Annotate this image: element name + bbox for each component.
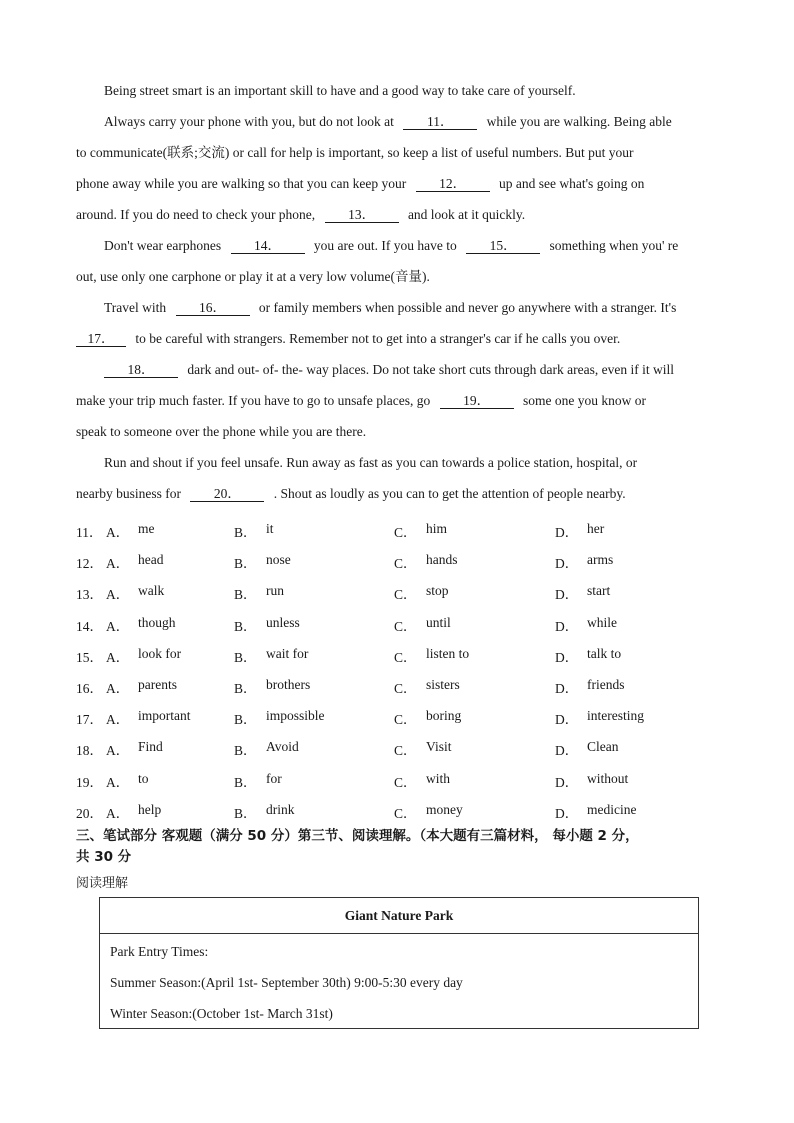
option-c[interactable]: sisters	[426, 676, 460, 692]
option-letter-d: D．	[555, 680, 579, 696]
option-letter-b: B．	[234, 774, 257, 790]
option-letter-d: D．	[555, 556, 579, 572]
option-c[interactable]: stop	[426, 583, 449, 599]
section-heading-line: 共 30 分	[76, 849, 132, 865]
question-number: 17．	[76, 712, 103, 728]
passage-line: phone away while you are walking so that you can keep your 12． up and see what's going on	[76, 176, 645, 191]
option-b[interactable]: it	[266, 521, 274, 536]
option-c[interactable]: listen to	[426, 645, 470, 661]
winter-season: Winter Season:(October 1st- March 31st)	[110, 1006, 333, 1021]
blank-18[interactable]: 18．	[104, 362, 178, 378]
cloze-passage	[76, 75, 716, 509]
option-d[interactable]: her	[587, 521, 605, 536]
question-number: 16．	[76, 680, 103, 696]
option-d[interactable]: medicine	[587, 801, 637, 817]
option-b[interactable]: wait for	[266, 645, 309, 661]
option-d[interactable]: without	[587, 770, 629, 786]
option-a[interactable]: head	[138, 552, 164, 568]
option-d[interactable]: Clean	[587, 739, 619, 755]
option-letter-b: B．	[234, 649, 257, 665]
section-heading	[76, 826, 736, 868]
option-letter-b: B．	[234, 525, 257, 540]
option-row	[76, 609, 736, 640]
question-number: 19．	[76, 774, 103, 790]
option-letter-c: C．	[394, 712, 417, 728]
blank-15[interactable]: 15．	[466, 238, 540, 254]
option-c[interactable]: hands	[426, 552, 458, 568]
option-letter-c: C．	[394, 556, 417, 572]
option-c[interactable]: boring	[426, 708, 462, 724]
blank-13[interactable]: 13．	[325, 207, 399, 223]
option-c[interactable]: Visit	[426, 739, 452, 755]
option-d[interactable]: interesting	[587, 708, 644, 724]
option-letter-a: A．	[106, 743, 130, 759]
option-letter-a: A．	[106, 556, 130, 572]
option-row	[76, 765, 736, 796]
passage-line: around. If you do need to check your phone, 13． and look at it quickly.	[76, 207, 526, 222]
question-number: 11．	[76, 525, 103, 540]
option-letter-b: B．	[234, 618, 257, 634]
option-b[interactable]: brothers	[266, 676, 311, 692]
question-number: 12．	[76, 556, 103, 572]
option-row	[76, 515, 736, 546]
question-number: 18．	[76, 743, 103, 759]
passage-line: out, use only one carphone or play it at a very low volume(音量).	[76, 269, 430, 284]
blank-12[interactable]: 12．	[416, 176, 490, 192]
passage-line: speak to someone over the phone while you are there.	[76, 424, 367, 439]
option-letter-a: A．	[106, 805, 130, 821]
option-b[interactable]: impossible	[266, 708, 325, 724]
section-heading-line: 三、笔试部分 客观题（满分 50 分）第三节、阅读理解。（本大题有三篇材料， 每小题 2 分，	[76, 828, 639, 844]
option-letter-c: C．	[394, 525, 417, 540]
option-d[interactable]: arms	[587, 552, 614, 568]
blank-17[interactable]: 17．	[76, 331, 126, 347]
option-c[interactable]: money	[426, 801, 463, 817]
option-b[interactable]: run	[266, 583, 284, 599]
passage-line: Being street smart is an important skill to have and a good way to take care of yourself.	[104, 83, 576, 98]
option-d[interactable]: while	[587, 614, 617, 630]
option-row	[76, 796, 736, 827]
option-row	[76, 671, 736, 702]
option-letter-c: C．	[394, 649, 417, 665]
park-info-table	[99, 897, 699, 1029]
option-letter-a: A．	[106, 774, 130, 790]
answer-options	[76, 515, 736, 827]
option-letter-d: D．	[555, 743, 579, 759]
option-letter-d: D．	[555, 587, 579, 603]
option-letter-b: B．	[234, 680, 257, 696]
option-a[interactable]: walk	[138, 583, 165, 599]
option-letter-c: C．	[394, 618, 417, 634]
passage-line: 17． to be careful with strangers. Remember not to get into a stranger's car if he calls you over.	[76, 323, 716, 354]
option-letter-d: D．	[555, 805, 579, 821]
option-letter-d: D．	[555, 618, 579, 634]
passage-line: 18． dark and out- of- the- way places. Do not take short cuts through dark areas, even if it will	[76, 354, 716, 385]
option-row	[76, 702, 736, 733]
option-letter-c: C．	[394, 774, 417, 790]
option-a[interactable]: parents	[138, 676, 177, 692]
passage-line: Travel with 16． or family members when possible and never go anywhere with a stranger. It's	[104, 300, 677, 315]
option-row	[76, 577, 736, 608]
option-letter-a: A．	[106, 587, 130, 603]
option-a[interactable]: though	[138, 614, 176, 630]
passage-line: make your trip much faster. If you have to go to unsafe places, go 19． some one you know or	[76, 393, 647, 408]
blank-11[interactable]: 11．	[403, 114, 477, 130]
option-b[interactable]: nose	[266, 552, 291, 568]
option-letter-a: A．	[106, 618, 130, 634]
option-a[interactable]: to	[138, 770, 149, 786]
question-number: 13．	[76, 587, 103, 603]
option-row	[76, 733, 736, 764]
passage-line: Always carry your phone with you, but do not look at 11． while you are walking. Being able	[104, 114, 672, 129]
option-row	[76, 546, 736, 577]
reading-subheading: 阅读理解	[76, 876, 129, 891]
option-letter-d: D．	[555, 774, 579, 790]
option-letter-c: C．	[394, 680, 417, 696]
blank-16[interactable]: 16．	[176, 300, 250, 316]
option-a[interactable]: important	[138, 708, 191, 724]
blank-20[interactable]: 20．	[190, 486, 264, 502]
question-number: 14．	[76, 618, 103, 634]
park-table-title: Giant Nature Park	[100, 898, 698, 934]
option-letter-d: D．	[555, 525, 579, 540]
option-b[interactable]: unless	[266, 614, 300, 630]
option-letter-c: C．	[394, 743, 417, 759]
option-letter-c: C．	[394, 805, 417, 821]
option-b[interactable]: Avoid	[266, 739, 299, 755]
option-letter-d: D．	[555, 649, 579, 665]
option-d[interactable]: friends	[587, 676, 625, 692]
park-entry-times: Park Entry Times:	[110, 944, 209, 959]
option-letter-a: A．	[106, 525, 130, 540]
blank-14[interactable]: 14．	[231, 238, 305, 254]
passage-line: nearby business for 20． . Shout as loudly as you can to get the attention of people nearby.	[76, 486, 626, 501]
option-letter-a: A．	[106, 712, 130, 728]
option-b[interactable]: drink	[266, 801, 295, 817]
option-letter-b: B．	[234, 743, 257, 759]
option-letter-b: B．	[234, 712, 257, 728]
option-b[interactable]: for	[266, 770, 282, 786]
option-letter-a: A．	[106, 680, 130, 696]
option-a[interactable]: Find	[138, 739, 163, 755]
option-a[interactable]: help	[138, 801, 162, 817]
option-d[interactable]: start	[587, 583, 611, 599]
option-c[interactable]: until	[426, 614, 451, 630]
option-letter-c: C．	[394, 587, 417, 603]
passage-line: to communicate(联系;交流) or call for help is important, so keep a list of useful numbers. But put your	[76, 145, 634, 160]
blank-19[interactable]: 19．	[440, 393, 514, 409]
option-letter-d: D．	[555, 712, 579, 728]
option-a[interactable]: look for	[138, 645, 182, 661]
option-row	[76, 640, 736, 671]
option-letter-a: A．	[106, 649, 130, 665]
option-c[interactable]: him	[426, 521, 448, 536]
passage-line: Don't wear earphones 14． you are out. If you have to 15． something when you' re	[104, 238, 679, 253]
option-letter-b: B．	[234, 556, 257, 572]
option-a[interactable]: me	[138, 521, 155, 536]
question-number: 20．	[76, 805, 103, 821]
option-letter-b: B．	[234, 805, 257, 821]
passage-line: Run and shout if you feel unsafe. Run away as fast as you can towards a police station, hospital, or	[104, 455, 638, 470]
option-c[interactable]: with	[426, 770, 451, 786]
option-d[interactable]: talk to	[587, 645, 622, 661]
option-letter-b: B．	[234, 587, 257, 603]
summer-season: Summer Season:(April 1st- September 30th) 9:00-5:30 every day	[110, 975, 463, 990]
question-number: 15．	[76, 649, 103, 665]
